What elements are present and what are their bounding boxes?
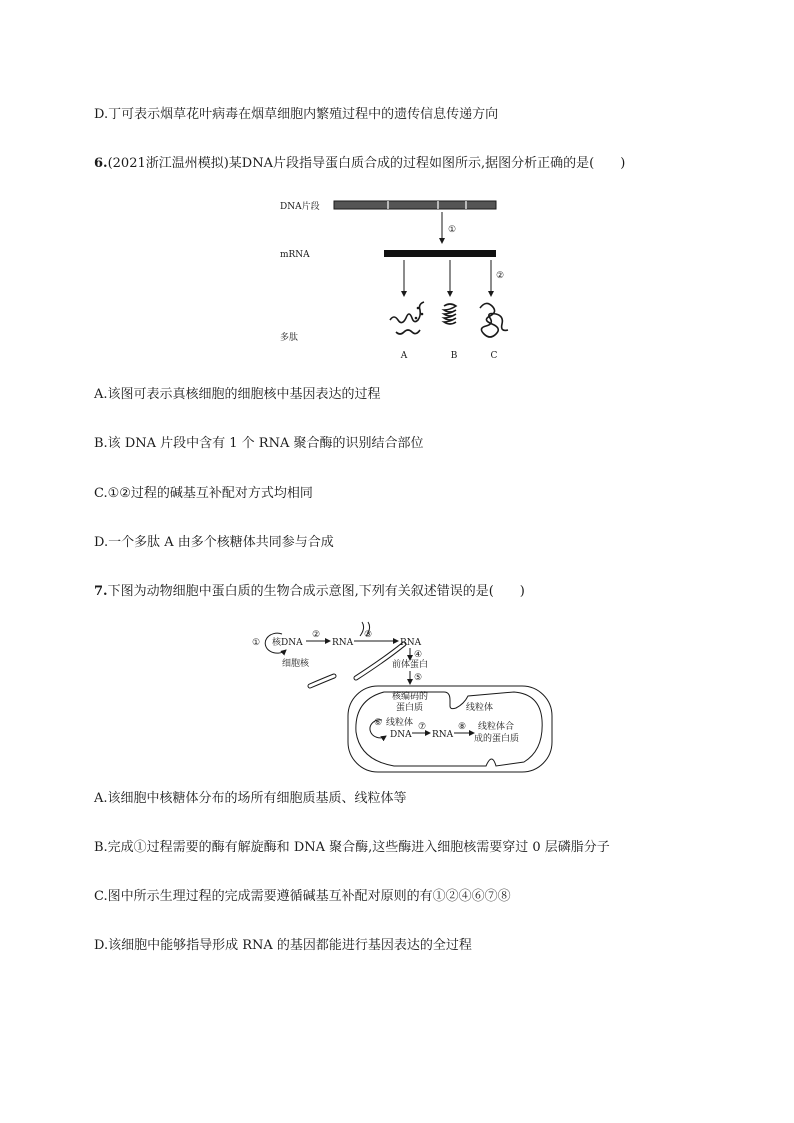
q6-option-a: A.该图可表示真核细胞的细胞核中基因表达的过程 bbox=[94, 387, 381, 402]
rna-3-label: RNA bbox=[432, 730, 454, 740]
q7-option-c: C.图中所示生理过程的完成需要遵循碱基互补配对原则的有①②④⑥⑦⑧ bbox=[94, 889, 511, 904]
process-6-label: ⑥ bbox=[374, 718, 383, 728]
process-7-label: ⑦ bbox=[418, 722, 427, 732]
precursor-protein-label: 前体蛋白 bbox=[392, 660, 429, 670]
q6-option-b: B.该 DNA 片段中含有 1 个 RNA 聚合酶的识别结合部位 bbox=[94, 436, 424, 451]
dna-fragment-label: DNA片段 bbox=[280, 202, 320, 212]
q7-option-a: A.该细胞中核糖体分布的场所有细胞质基质、线粒体等 bbox=[94, 791, 407, 806]
process-1-label: ① bbox=[252, 638, 261, 648]
process-2-label: ② bbox=[312, 630, 321, 640]
step-1-label: ① bbox=[448, 225, 457, 235]
mito-protein-label-1: 线粒体合 bbox=[478, 722, 515, 732]
process-5-label: ⑤ bbox=[414, 673, 423, 683]
q6-number: 6. bbox=[94, 156, 108, 171]
q7-number: 7. bbox=[94, 584, 108, 599]
peptide-c-label: C bbox=[490, 351, 498, 361]
peptide-label: 多肽 bbox=[280, 333, 299, 343]
rna-1-label: RNA bbox=[332, 638, 354, 648]
step-2-label: ② bbox=[496, 271, 505, 281]
mito-protein-label-2: 成的蛋白质 bbox=[474, 734, 520, 744]
process-3-label: ③ bbox=[364, 630, 373, 640]
peptide-a-label: A bbox=[400, 351, 408, 361]
q6-stem bbox=[94, 156, 625, 172]
q7-option-b: B.完成①过程需要的酶有解旋酶和 DNA 聚合酶,这些酶进入细胞核需要穿过 0 层磷脂分子 bbox=[94, 840, 610, 855]
q6-option-d: D.一个多肽 A 由多个核糖体共同参与合成 bbox=[94, 535, 334, 550]
q6-figure bbox=[270, 190, 530, 370]
nuclear-dna-label: 核DNA bbox=[272, 638, 303, 648]
nucleus-label: 细胞核 bbox=[282, 659, 310, 669]
q5-option-d: D.丁可表示烟草花叶病毒在烟草细胞内繁殖过程中的遗传信息传递方向 bbox=[94, 107, 499, 122]
mrna-bar bbox=[384, 250, 496, 257]
mito-dna-label-1: 线粒体 bbox=[386, 718, 414, 728]
q7-stem-text: 下图为动物细胞中蛋白质的生物合成示意图,下列有关叙述错误的是( ) bbox=[107, 584, 525, 599]
peptide-a-shape bbox=[390, 302, 424, 334]
mitochondrion-inner-membrane bbox=[356, 692, 542, 766]
mrna-label: mRNA bbox=[280, 250, 310, 260]
nuclear-encoded-protein-label-1: 核编码的 bbox=[392, 692, 429, 702]
peptide-b-label: B bbox=[450, 351, 458, 361]
process-8-label: ⑧ bbox=[458, 722, 467, 732]
dna-fragment-bar bbox=[334, 201, 496, 209]
peptide-b-shape bbox=[444, 304, 456, 324]
q6-option-c: C.①②过程的碱基互补配对方式均相同 bbox=[94, 486, 313, 501]
peptide-c-shape bbox=[480, 303, 508, 337]
q7-figure bbox=[244, 620, 564, 780]
q6-stem-text: (2021浙江温州模拟)某DNA片段指导蛋白质合成的过程如图所示,据图分析正确的是( ) bbox=[107, 156, 626, 171]
q7-option-d: D.该细胞中能够指导形成 RNA 的基因都能进行基因表达的全过程 bbox=[94, 938, 472, 953]
mitochondrion-label: 线粒体 bbox=[466, 703, 494, 713]
mito-dna-label-2: DNA bbox=[390, 730, 412, 740]
q7-stem bbox=[94, 584, 525, 600]
nuclear-encoded-protein-label-2: 蛋白质 bbox=[396, 703, 424, 713]
process-4-label: ④ bbox=[414, 650, 423, 660]
rna-2-label: RNA bbox=[400, 638, 422, 648]
